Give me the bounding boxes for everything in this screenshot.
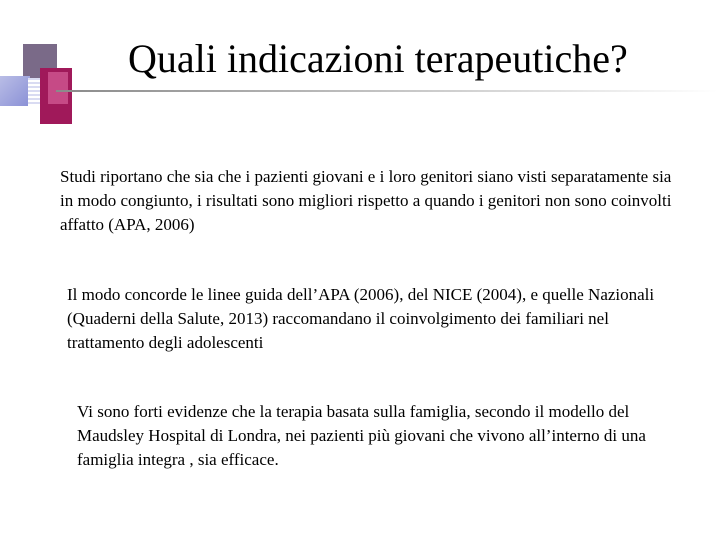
decorative-square-blue — [0, 76, 30, 106]
paragraph-studies: Studi riportano che sia che i pazienti giovani e i loro genitori siano visti separatamente sia in modo congiunto, i risultati sono migliori rispetto a quando i genitori non sono coinvolti affatto (APA, 2006) — [60, 167, 672, 234]
slide-title: Quali indicazioni terapeutiche? — [128, 36, 628, 81]
decorative-square-magenta-inner — [48, 72, 68, 104]
paragraph-evidence: Vi sono forti evidenze che la terapia basata sulla famiglia, secondo il modello del Maudsley Hospital di Londra, nei pazienti più giovani che vivono all’interno di una famiglia integra , sia efficace. — [77, 402, 646, 469]
paragraph-guidelines: Il modo concorde le linee guida dell’APA (2006), del NICE (2004), e quelle Nazionali (Quaderni della Salute, 2013) raccomandano il coinvolgimento dei familiari nel trattamento degli adolescenti — [67, 285, 655, 352]
title-underline — [56, 90, 718, 92]
decorative-striped-panel — [28, 78, 40, 106]
